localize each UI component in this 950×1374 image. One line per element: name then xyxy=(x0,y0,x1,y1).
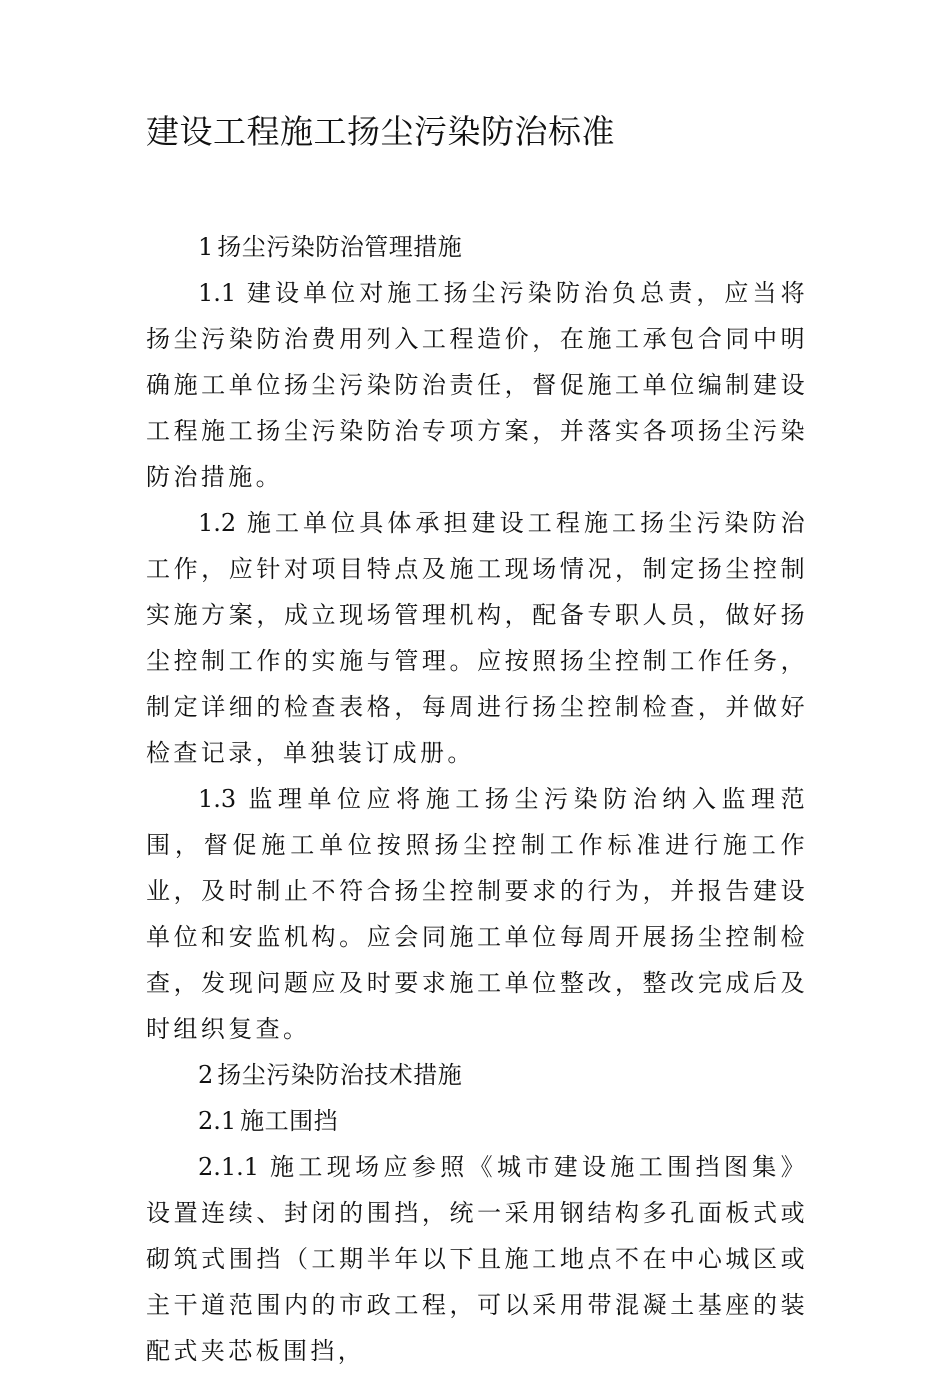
clause-text: 监理单位应将施工扬尘污染防治纳入监理范围，督促施工单位按照扬尘控制工作标准进行施工作业，及时制止不符合扬尘控制要求的行为，并报告建设单位和安监机构。应会同施工单位每周开展扬尘控制检查，发现问题应及时要求施工单位整改，整改完成后及时组织复查。 xyxy=(146,785,808,1043)
clause-2-1-1 xyxy=(146,1144,808,1374)
section-heading-text: 扬尘污染防治技术措施 xyxy=(217,1061,463,1089)
clause-text: 建设单位对施工扬尘污染防治负总责，应当将扬尘污染防治费用列入工程造价，在施工承包合同中明确施工单位扬尘污染防治责任，督促施工单位编制建设工程施工扬尘污染防治专项方案，并落实各项扬尘污染防治措施。 xyxy=(146,279,808,491)
section-number: 2 xyxy=(198,1061,214,1089)
clause-1-1 xyxy=(146,270,808,500)
section-heading-1 xyxy=(146,224,808,270)
section-heading-2 xyxy=(146,1052,808,1098)
subsection-number: 2.1 xyxy=(198,1107,237,1135)
clause-number: 2.1.1 xyxy=(198,1153,260,1181)
clause-1-2 xyxy=(146,500,808,776)
clause-1-3 xyxy=(146,776,808,1052)
document-body xyxy=(146,224,808,1374)
clause-number: 1.3 xyxy=(198,785,237,813)
subsection-heading-2-1 xyxy=(146,1098,808,1144)
subsection-heading-text: 施工围挡 xyxy=(240,1107,339,1135)
document-title: 建设工程施工扬尘污染防治标准 xyxy=(146,112,615,151)
clause-number: 1.2 xyxy=(198,509,237,537)
section-heading-text: 扬尘污染防治管理措施 xyxy=(217,233,463,261)
clause-number: 1.1 xyxy=(198,279,237,307)
clause-text: 施工单位具体承担建设工程施工扬尘污染防治工作，应针对项目特点及施工现场情况，制定扬尘控制实施方案，成立现场管理机构，配备专职人员，做好扬尘控制工作的实施与管理。应按照扬尘控制工作任务，制定详细的检查表格，每周进行扬尘控制检查，并做好检查记录，单独装订成册。 xyxy=(146,509,808,767)
clause-text: 施工现场应参照《城市建设施工围挡图集》设置连续、封闭的围挡，统一采用钢结构多孔面板式或砌筑式围挡（工期半年以下且施工地点不在中心城区或主干道范围内的市政工程，可以采用带混凝土基座的装配式夹芯板围挡， xyxy=(146,1153,808,1365)
section-number: 1 xyxy=(198,233,214,261)
